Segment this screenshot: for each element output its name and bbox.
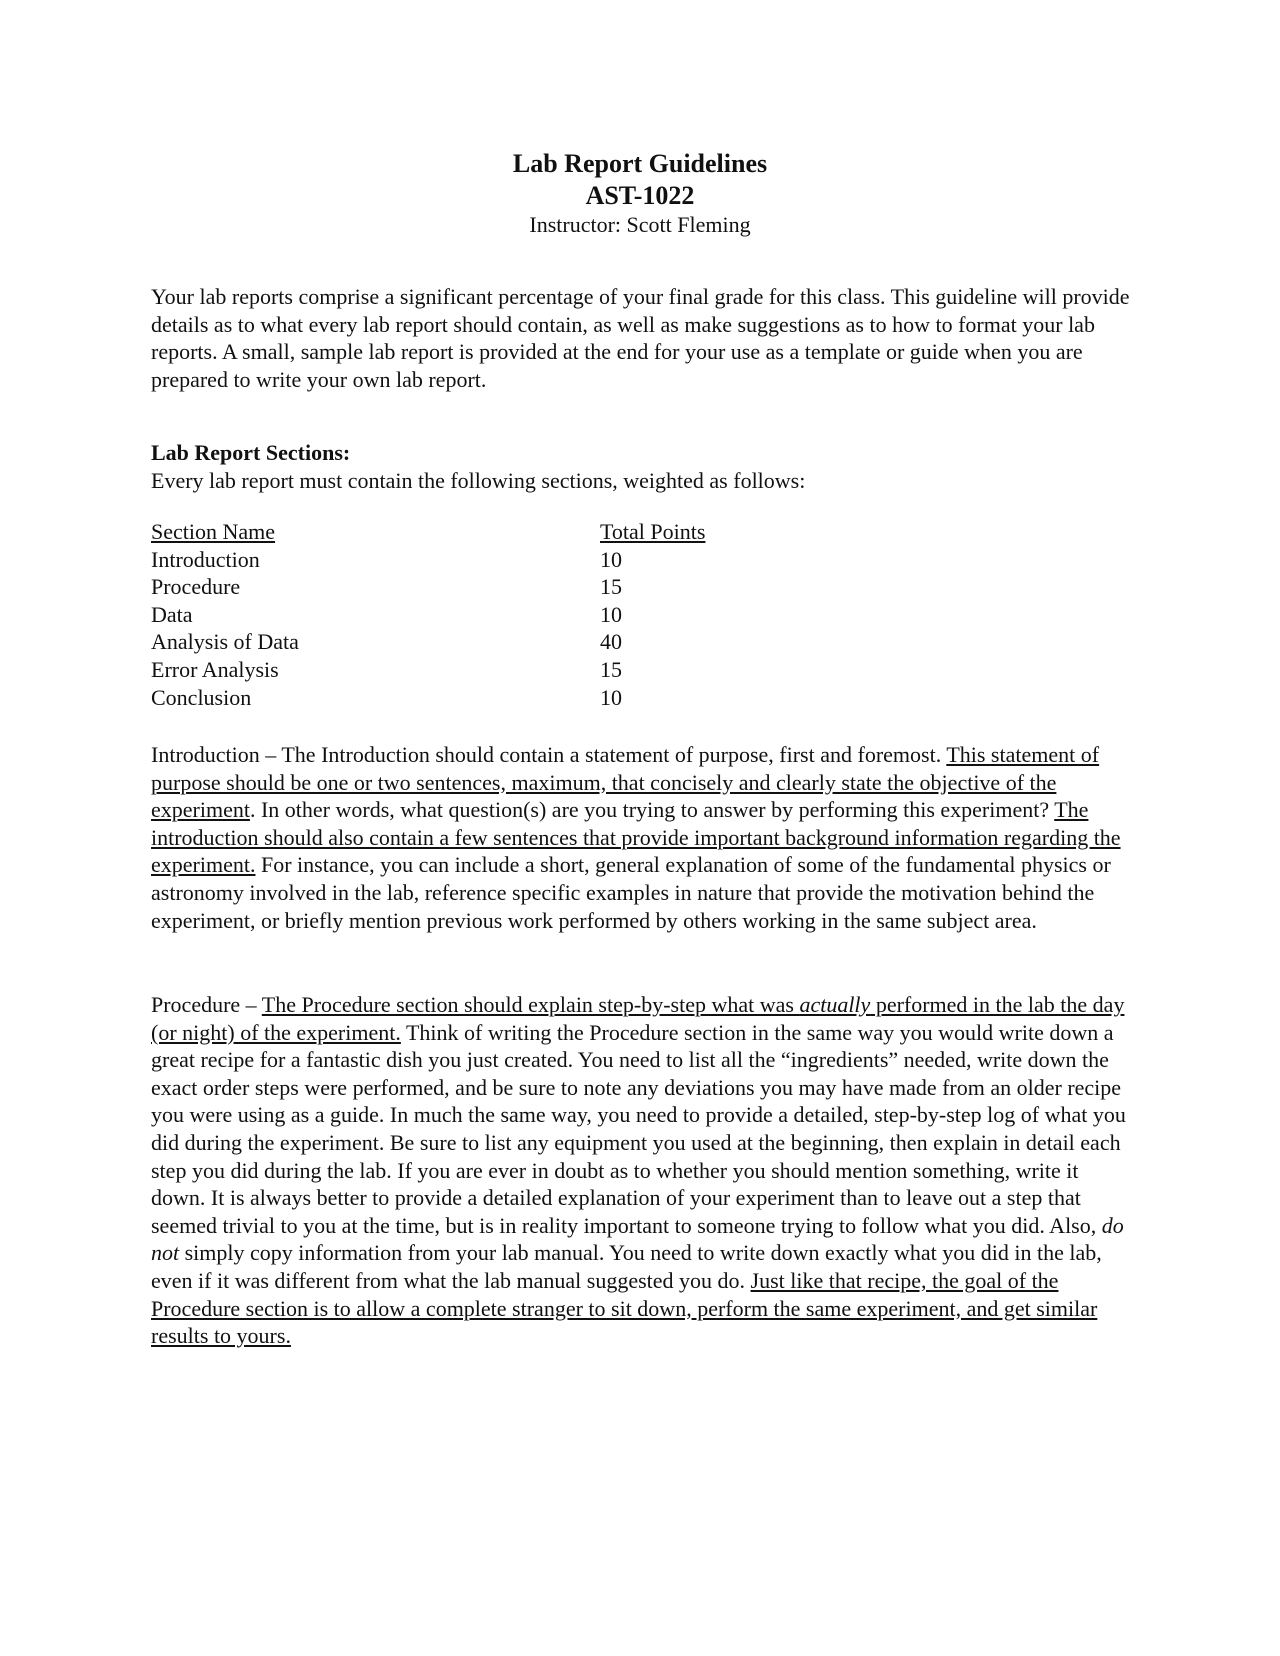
procedure-underline-italic: actually: [799, 992, 871, 1017]
procedure-label: Procedure –: [151, 992, 262, 1017]
introduction-label: Introduction –: [151, 742, 282, 767]
introduction-underline-1: This statement of purpose should be one or two sentences, maximum, that concisely and clearly state the objective of the experiment: [151, 742, 1100, 823]
section-name-cell: Analysis of Data: [151, 629, 299, 655]
procedure-italic-1: do not: [151, 1212, 1124, 1266]
table-row: [151, 684, 851, 712]
procedure-text-1: Think of writing the Procedure section in the same way you would write down a great recipe for a fantastic dish you just created. You need to list all the “ingredients” needed, write down the exact order steps were performed, and be sure to note any deviations you may have made from an older recipe you were using as a guide. In much the same way, you need to provide a detailed, step-by-step log of what you did during the experiment. Be sure to list any equipment you used at the beginning, then explain in detail each step you did during the lab. If you are ever in doubt as to whether you should mention something, write it down. It is always better to provide a detailed explanation of your experiment than to leave out a step that seemed trivial to you at the time, but is in reality important to someone trying to follow what you did. Also,: [151, 1019, 1126, 1238]
instructor-line: Instructor: Scott Fleming: [529, 212, 751, 237]
document-header: [0, 148, 1280, 239]
introduction-section-paragraph: [151, 741, 1131, 934]
section-points-cell: 15: [600, 574, 622, 600]
section-name-cell: Data: [151, 601, 193, 627]
sections-heading: Lab Report Sections:: [151, 440, 351, 465]
section-points-cell: 15: [600, 656, 622, 682]
course-code: AST-1022: [585, 181, 695, 210]
column-header-section-name: Section Name: [151, 519, 276, 544]
introduction-underline-2: The introduction should also contain a few sentences that provide important background information regarding the experiment.: [151, 797, 1121, 878]
procedure-text-2: simply copy information from your lab manual. You need to write down exactly what you did in the lab, even if it was different from what the lab manual suggested you do.: [151, 1240, 1102, 1293]
table-header-row: [151, 518, 851, 546]
table-row: [151, 573, 851, 601]
section-points-cell: 10: [600, 546, 622, 572]
section-name-cell: Procedure: [151, 574, 241, 600]
sections-intro: Every lab report must contain the following sections, weighted as follows:: [151, 467, 806, 493]
procedure-underline-2: Just like that recipe, the goal of the Procedure section is to allow a complete stranger to sit down, perform the same experiment, and get similar results to yours.: [151, 1267, 1098, 1349]
section-name-cell: Conclusion: [151, 684, 252, 710]
procedure-section-block: [151, 991, 1131, 1350]
table-row: [151, 628, 851, 656]
section-points-cell: 10: [600, 684, 622, 710]
document-title: Lab Report Guidelines: [512, 149, 768, 178]
intro-paragraph: Your lab reports comprise a significant percentage of your final grade for this class. This guideline will provide details as to what every lab report should contain, as well as make suggestions as to how to format your lab reports. A small, sample lab report is provided at the end for your use as a template or guide when you are prepared to write your own lab report.: [151, 284, 1130, 392]
procedure-underline-1b: performed in the lab the day (or night) of the experiment.: [151, 992, 1125, 1045]
introduction-section-block: [151, 741, 1131, 934]
table-row: [151, 546, 851, 574]
procedure-section-paragraph: [151, 991, 1131, 1350]
section-points-cell: 10: [600, 601, 622, 627]
procedure-underline-1a: The Procedure section should explain step-by-step what was: [261, 992, 800, 1017]
introduction-text-2: . In other words, what question(s) are you trying to answer by performing this experiment?: [249, 797, 1055, 823]
table-row: [151, 601, 851, 629]
intro-paragraph-block: [151, 283, 1131, 393]
section-name-cell: Introduction: [151, 546, 260, 572]
table-row: [151, 656, 851, 684]
sections-table: [151, 518, 851, 711]
introduction-text-1: The Introduction should contain a statement of purpose, first and foremost.: [281, 742, 947, 767]
section-points-cell: 40: [600, 629, 622, 655]
column-header-total-points: Total Points: [600, 519, 706, 544]
introduction-text-3: For instance, you can include a short, general explanation of some of the fundamental physics or astronomy involved in the lab, reference specific examples in nature that provide the motivation behind the experiment, or briefly mention previous work performed by others working in the same subject area.: [151, 852, 1111, 933]
section-name-cell: Error Analysis: [151, 656, 279, 682]
sections-block: [151, 439, 1131, 494]
